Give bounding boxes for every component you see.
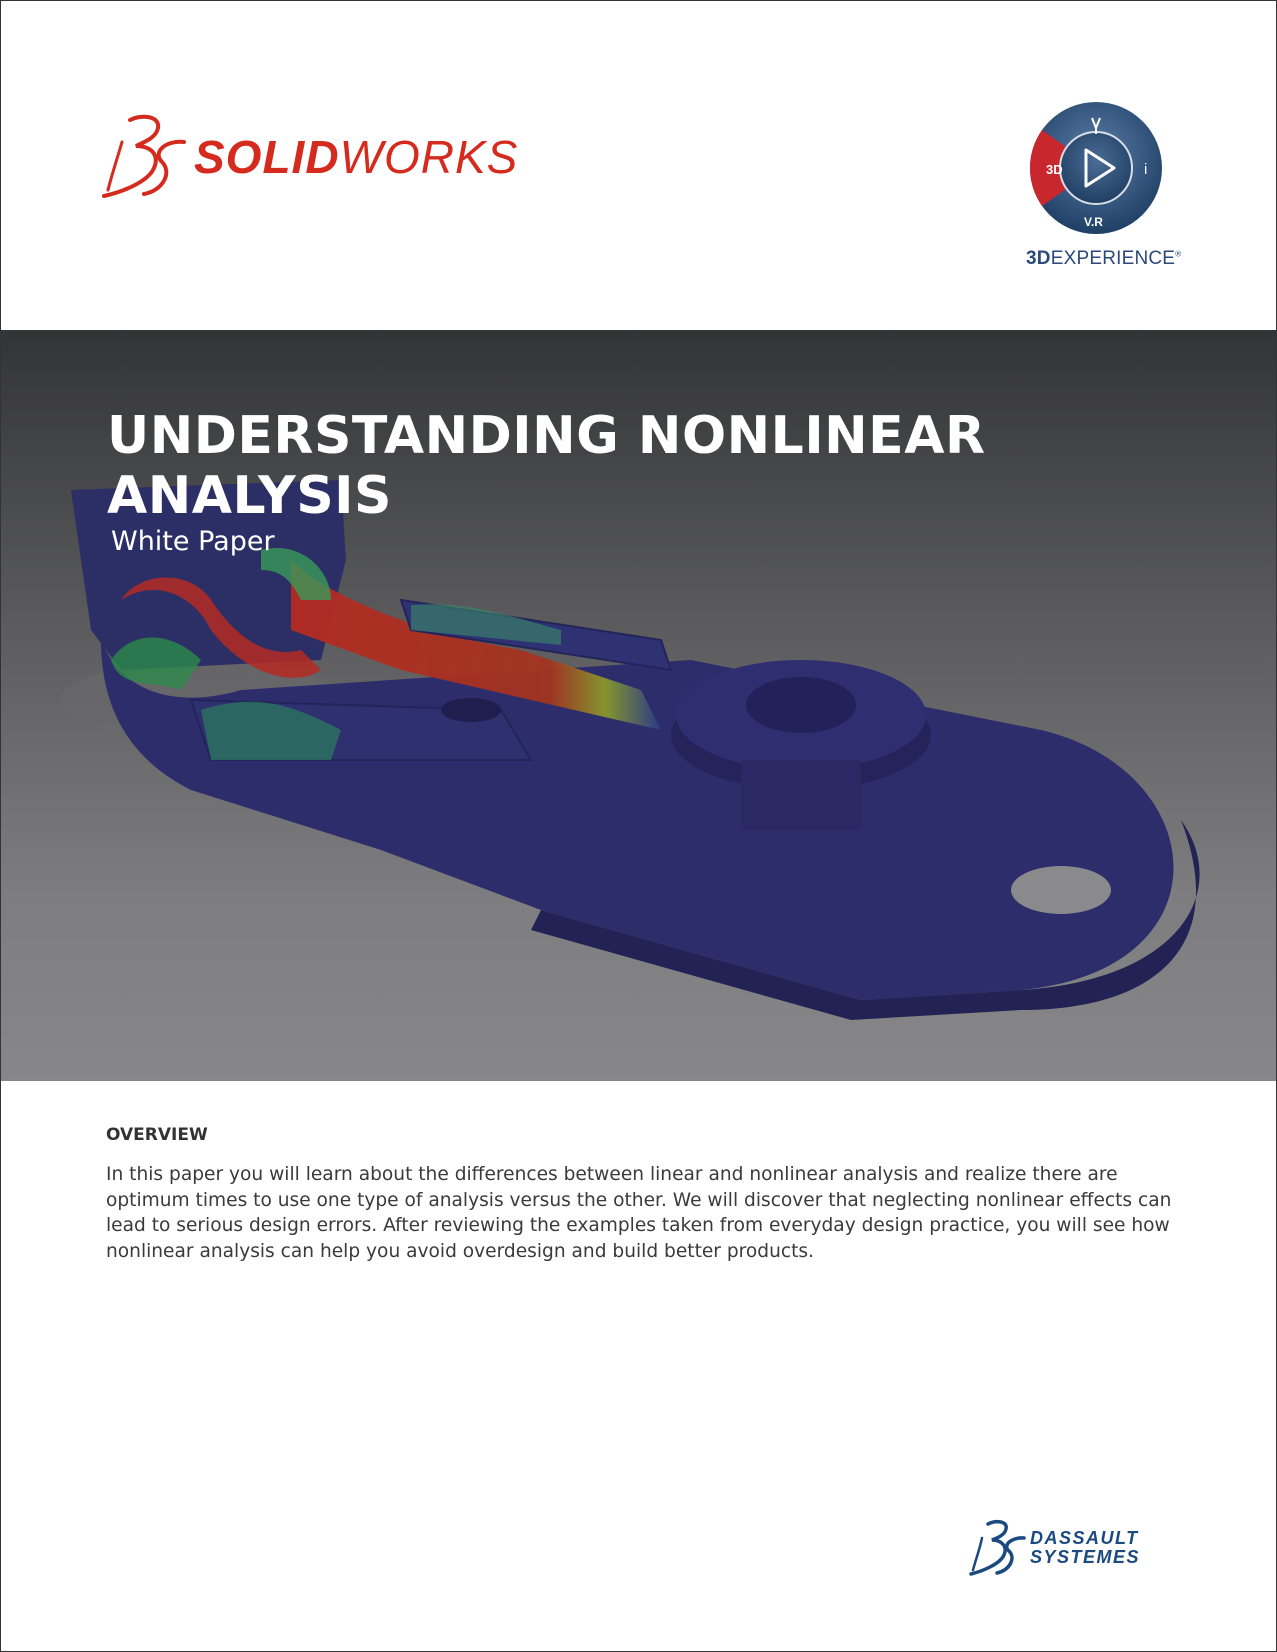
overview-paragraph: In this paper you will learn about the differences between linear and nonlinear analysis and realize there are optimum times to use one type of analysis versus the other. We will discover that neglecting nonlinear effects can lead to serious design errors. After reviewing the examples taken from everyday design practice, you will see how nonlinear analysis can help you avoid overdesign and build better products.	[106, 1164, 1172, 1262]
svg-text:i: i	[1144, 161, 1148, 178]
hero-banner	[1, 330, 1276, 1081]
svg-text:V.R: V.R	[1084, 215, 1103, 229]
3dexperience-wordmark: 3DEXPERIENCE®	[1026, 248, 1182, 269]
ds-3ds-logo-icon	[100, 112, 188, 202]
ds-3ds-logo-icon	[968, 1518, 1026, 1578]
page-subtitle: White Paper	[111, 526, 275, 557]
3dexperience-logo	[1026, 98, 1182, 278]
dassault-systemes-logo	[968, 1518, 1140, 1578]
solidworks-wordmark: SOLIDWORKS	[194, 131, 519, 183]
overview-heading: OVERVIEW	[106, 1125, 208, 1145]
3dexperience-compass-icon	[1026, 98, 1166, 238]
dassault-wordmark: DASSAULT SYSTEMES	[1030, 1528, 1141, 1567]
page-title: UNDERSTANDING NONLINEAR ANALYSIS	[107, 406, 986, 526]
solidworks-logo	[100, 112, 518, 202]
svg-text:3D: 3D	[1046, 162, 1063, 177]
